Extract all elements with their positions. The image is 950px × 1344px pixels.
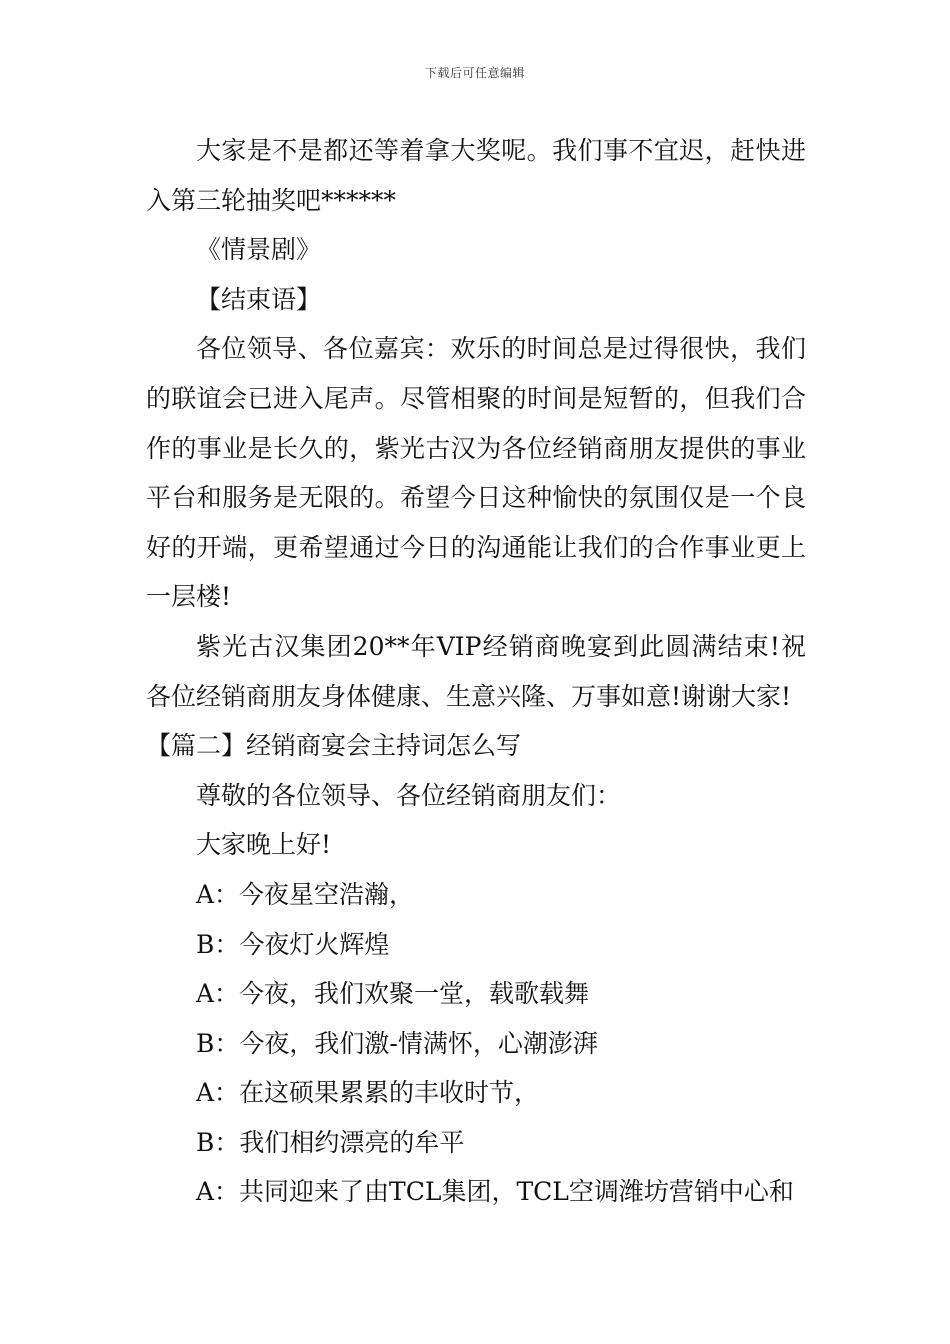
dialogue-line: A：共同迎来了由TCL集团，TCL空调潍坊营销中心和 <box>196 1177 794 1207</box>
paragraph-lottery: 大家是不是都还等着拿大奖呢。我们事不宜迟，赶快进入第三轮抽奖吧****** <box>146 136 806 215</box>
paragraph-closing-speech: 各位领导、各位嘉宾：欢乐的时间总是过得很快，我们的联谊会已进入尾声。尽管相聚的时间是短暂的，但我们合作的事业是长久的，紫光古汉为各位经销商朋友提供的事业平台和服务是无限的。希望今日这种愉快的氛围仅是一个良好的开端，更希望通过今日的沟通能让我们的合作事业更上一层楼! <box>146 334 806 612</box>
dialogue-line: A：今夜，我们欢聚一堂，载歌载舞 <box>196 979 590 1009</box>
paragraph-greeting: 尊敬的各位领导、各位经销商朋友们： <box>196 780 622 810</box>
dialogue-line: A：今夜星空浩瀚， <box>196 879 415 909</box>
paragraph-skit: 《情景剧》 <box>196 235 322 265</box>
dialogue-line: A：在这硕果累累的丰收时节， <box>196 1078 540 1108</box>
dialogue-line: B：今夜灯火辉煌 <box>196 929 390 959</box>
paragraph-closing-wishes: 紫光古汉集团20**年VIP经销商晚宴到此圆满结束!祝各位经销商朋友身体健康、生意兴隆、万事如意!谢谢大家! <box>146 631 806 711</box>
page-header-note: 下载后可任意编辑 <box>424 66 525 80</box>
dialogue-line: B：我们相约漂亮的牟平 <box>196 1127 465 1157</box>
paragraph-good-evening: 大家晚上好! <box>196 830 332 860</box>
section-heading-part-two: 【篇二】经销商宴会主持词怎么写 <box>146 731 522 761</box>
document-body <box>146 126 806 1217</box>
dialogue-line: B：今夜，我们激-情满怀，心潮澎湃 <box>196 1028 598 1058</box>
section-heading-closing: 【结束语】 <box>196 284 322 314</box>
